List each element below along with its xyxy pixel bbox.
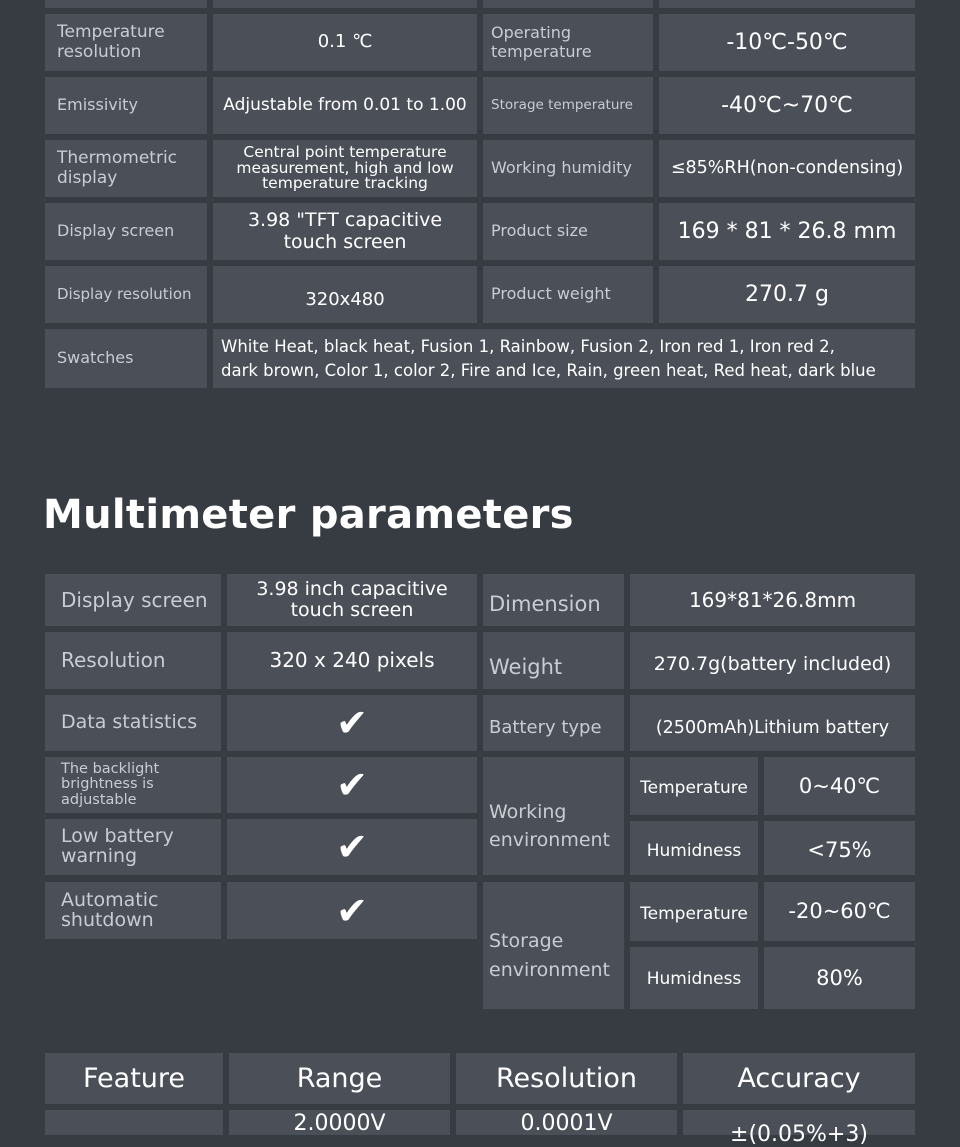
mm-left-value: [227, 695, 477, 751]
storage-env-hum-label-cell: [630, 947, 758, 1009]
storage-env-hum-value-cell: [764, 947, 915, 1009]
working-humidness-value: <75%: [807, 837, 872, 862]
temperature-resolution-label: Temperature resolution: [57, 21, 165, 62]
mm-right-value: [630, 695, 915, 751]
storage-env-label: Storage environment: [489, 930, 611, 981]
storage-humidness-value: 80%: [816, 965, 863, 990]
working-env-temp-label-cell: [630, 757, 758, 815]
thermal-row-label: [45, 140, 207, 197]
thermal-row-value: [659, 140, 915, 197]
mm-right-value: [630, 632, 915, 689]
display-resolution-label: Display resolution: [57, 284, 192, 303]
mm-left-value: [227, 882, 477, 939]
swatches-value-line: dark brown, Color 1, color 2, Fire and Ice, Rain, green heat, Red heat, dark blue: [221, 360, 876, 380]
product-size-label: Product size: [491, 221, 588, 241]
accuracy-value: ±(0.05%+3): [730, 1122, 868, 1147]
mm-resolution-label: Resolution: [61, 648, 166, 672]
mm-right-label: [483, 632, 624, 689]
working-env-label-cell: [483, 757, 624, 875]
feature-row-resolution-cell: [456, 1110, 677, 1135]
mm-display-screen-value: 3.98 inch capacitive touch screen: [256, 578, 448, 621]
working-env-temp-value-cell: [764, 757, 915, 815]
mm-battery-type-value: (2500mAh)Lithium battery: [655, 717, 890, 738]
range-header: [229, 1053, 450, 1104]
mm-weight-value: 270.7g(battery included): [653, 652, 892, 675]
section-title: Multimeter parameters: [43, 492, 574, 538]
thermal-row-label: [483, 203, 653, 260]
product-size-value: 169 * 81 * 26.8 mm: [677, 218, 897, 244]
thermometric-display-label: Thermometric display: [57, 147, 178, 188]
mm-left-label: [45, 757, 221, 813]
swatches-value-cell: [213, 329, 915, 388]
operating-temperature-value: -10℃-50℃: [726, 29, 848, 55]
working-env-hum-label-cell: [630, 821, 758, 875]
thermal-row-label: [483, 266, 653, 323]
mm-left-value: [227, 819, 477, 875]
swatches-label-cell: [45, 329, 207, 388]
swatches-value-line: White Heat, black heat, Fusion 1, Rainbow, Fusion 2, Iron red 1, Iron red 2,: [221, 337, 835, 357]
mm-backlight-label: The backlight brightness is adjustable: [61, 761, 160, 808]
working-env-label: Working environment: [489, 800, 611, 851]
thermal-top-rvalue-cell: [659, 0, 915, 8]
feature-header-label: Feature: [82, 1063, 186, 1094]
mm-right-label: [483, 574, 624, 626]
mm-left-label: [45, 819, 221, 875]
product-weight-value: 270.7 g: [745, 281, 829, 307]
thermal-row-value: [213, 203, 477, 260]
display-screen-label: Display screen: [57, 221, 175, 241]
emissivity-value: Adjustable from 0.01 to 1.00: [223, 94, 467, 115]
working-temp-value: 0~40℃: [798, 773, 881, 798]
mm-left-value: [227, 574, 477, 626]
check-icon: ✔: [336, 701, 368, 745]
storage-env-temp-value-cell: [764, 882, 915, 941]
thermal-row-label: [483, 14, 653, 71]
accuracy-header: [683, 1053, 915, 1104]
display-resolution-value: 320x480: [305, 289, 385, 311]
mm-left-value: [227, 757, 477, 813]
swatches-label: Swatches: [57, 348, 134, 368]
mm-battery-type-label: Battery type: [489, 716, 602, 738]
operating-temperature-label: Operating temperature: [491, 23, 592, 61]
storage-temperature-label: Storage temperature: [491, 96, 633, 113]
display-screen-value: 3.98 "TFT capacitive touch screen: [247, 208, 443, 253]
resolution-value: 0.0001V: [520, 1111, 613, 1136]
mm-left-label: [45, 632, 221, 689]
thermal-row-value: [213, 14, 477, 71]
working-humidness-label: Humidness: [646, 841, 742, 862]
thermometric-display-value: Central point temperature measurement, high and low temperature tracking: [236, 142, 454, 193]
feature-row-cell: [45, 1110, 223, 1135]
temperature-resolution-value: 0.1 ℃: [317, 31, 373, 53]
thermal-row-value: [659, 203, 915, 260]
thermal-top-label-cell: [45, 0, 207, 8]
mm-dimension-value: 169*81*26.8mm: [688, 587, 857, 612]
mm-auto-shutdown-label: Automatic shutdown: [61, 888, 159, 931]
feature-header: [45, 1053, 223, 1104]
thermal-row-label: [483, 77, 653, 134]
storage-temp-label: Temperature: [640, 903, 748, 924]
thermal-row-value: [213, 140, 477, 197]
thermal-row-value: [213, 266, 477, 323]
thermal-top-rlabel-cell: [483, 0, 653, 8]
mm-data-statistics-label: Data statistics: [61, 711, 198, 734]
mm-left-label: [45, 695, 221, 751]
storage-temperature-value: -40℃~70℃: [721, 92, 853, 118]
check-icon: ✔: [336, 825, 368, 869]
feature-row-accuracy-cell: [683, 1110, 915, 1147]
storage-env-temp-label-cell: [630, 882, 758, 941]
mm-display-screen-label: Display screen: [61, 587, 208, 612]
storage-humidness-label: Humidness: [646, 969, 742, 990]
mm-weight-label: Weight: [489, 655, 563, 680]
mm-low-battery-label: Low battery warning: [61, 825, 174, 867]
thermal-row-value: [659, 14, 915, 71]
range-header-label: Range: [296, 1063, 383, 1094]
emissivity-label: Emissivity: [57, 95, 138, 115]
thermal-row-value: [659, 266, 915, 323]
check-icon: ✔: [336, 888, 368, 933]
range-value: 2.0000V: [293, 1111, 386, 1136]
mm-resolution-value: 320 x 240 pixels: [269, 648, 435, 672]
accuracy-header-label: Accuracy: [737, 1063, 861, 1094]
thermal-top-value: [265, 0, 426, 2]
resolution-header-label: Resolution: [495, 1063, 638, 1094]
storage-env-label-cell: [483, 882, 624, 1009]
working-humidity-value: ≤85%RH(non-condensing): [670, 158, 904, 179]
mm-dimension-label: Dimension: [489, 591, 601, 616]
product-weight-label: Product weight: [491, 284, 611, 304]
mm-left-value: [227, 632, 477, 689]
thermal-row-label: [45, 14, 207, 71]
thermal-row-value: [659, 77, 915, 134]
working-humidity-label: Working humidity: [491, 158, 632, 178]
thermal-top-value-cell: [213, 0, 477, 8]
thermal-row-label: [45, 77, 207, 134]
mm-left-label: [45, 882, 221, 939]
mm-right-label: [483, 695, 624, 751]
thermal-row-label: [483, 140, 653, 197]
working-env-hum-value-cell: [764, 821, 915, 875]
feature-row-range-cell: [229, 1110, 450, 1135]
thermal-row-label: [45, 266, 207, 323]
storage-temp-value: -20~60℃: [788, 899, 891, 924]
thermal-row-value: [213, 77, 477, 134]
working-temp-label: Temperature: [640, 778, 748, 799]
resolution-header: [456, 1053, 677, 1104]
mm-right-value: [630, 574, 915, 626]
thermal-row-label: [45, 203, 207, 260]
mm-left-label: [45, 574, 221, 626]
check-icon: ✔: [336, 763, 368, 807]
